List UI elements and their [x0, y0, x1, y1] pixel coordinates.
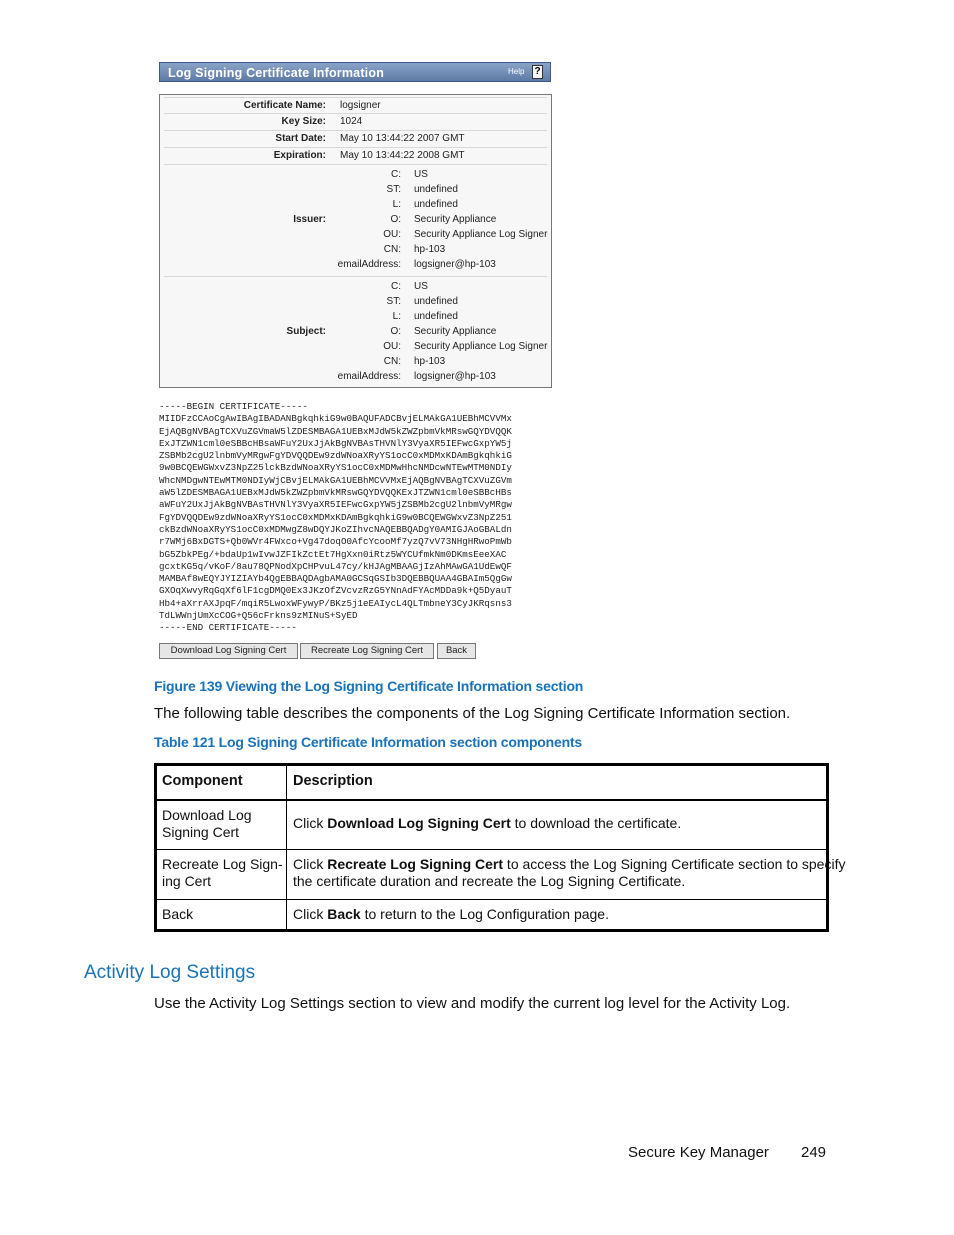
- issuer-key: ST:: [386, 184, 401, 195]
- row-divider: [157, 849, 826, 850]
- header-divider: [157, 799, 826, 801]
- issuer-value: undefined: [414, 199, 458, 210]
- footer-title: Secure Key Manager: [628, 1144, 769, 1161]
- desc-text: to download the certificate.: [510, 815, 682, 831]
- page-number: 249: [801, 1144, 827, 1161]
- issuer-value: undefined: [414, 184, 458, 195]
- issuer-value: logsigner@hp-103: [414, 259, 496, 270]
- table-row-description: [293, 906, 609, 923]
- desc-bold: Download Log Signing Cert: [327, 815, 511, 831]
- field-label: Key Size:: [281, 116, 326, 127]
- back-button[interactable]: Back: [437, 643, 476, 659]
- subject-key: OU:: [383, 341, 401, 352]
- issuer-key: O:: [390, 214, 401, 225]
- desc-text: to access the Log Signing Certificate section to specify: [503, 856, 846, 872]
- subject-value: Security Appliance: [414, 326, 497, 337]
- subject-value: Security Appliance Log Signer: [414, 341, 548, 352]
- issuer-key: C:: [391, 169, 401, 180]
- help-icon[interactable]: ?: [532, 65, 543, 79]
- subject-row: [164, 276, 547, 387]
- component-line: Signing Cert: [162, 824, 240, 840]
- field-row: [164, 97, 547, 114]
- component-line: Back: [162, 906, 194, 922]
- field-value: May 10 13:44:22 2008 GMT: [340, 150, 465, 161]
- column-divider: [286, 766, 287, 929]
- header-description: Description: [293, 773, 373, 789]
- component-line: Download Log: [162, 807, 252, 823]
- field-value: 1024: [340, 116, 363, 127]
- field-row: [164, 147, 547, 164]
- row-divider: [157, 899, 826, 900]
- field-label: Certificate Name:: [243, 100, 326, 111]
- issuer-value: Security Appliance: [414, 214, 497, 225]
- subject-value: undefined: [414, 296, 458, 307]
- intro-paragraph: The following table describes the components of the Log Signing Certificate Information section.: [154, 705, 791, 722]
- help-link[interactable]: Help: [508, 67, 525, 76]
- certificate-pem-text: -----BEGIN CERTIFICATE----- MIIDFzCCAoCgAwIBAgIBADANBgkqhkiG9w0BAQUFADCBvjELMAkGA1UEBhMCVVMx EjAQBgNVBAgTCXVuZGVmaW5lZDESMBAGA1UEBxMJdW5kZWZpbmVkMRswGQYDVQQK ExJTZWN1cml0eSBBcHBsaWFuY2UxJjAkBgNVBAsTHVNlY3VyaXR5IEFwcGxpYW5j ZSBMb2cgU2lnbmVyMRgwFgYDVQQDEw9zdWNoaXRyYS1ocC0xMDMxKDAmBgkqhkiG 9w0BCQEWGWxvZ3NpZ25lckBzdWNoaXRyYS1ocC0xMDMwHhcNMDcwNTEwMTM0NDIy WhcNMDgwNTEwMTM0NDIyWjCBvjELMAkGA1UEBhMCVVMxEjAQBgNVBAgTCXVuZGVm aW5lZDESMBAGA1UEBxMJdW5kZWZpbmVkMRswGQYDVQQKExJTZWN1cml0eSBBcHBs aWFuY2UxJjAkBgNVBAsTHVNlY3VyaXR5IEFwcGxpYW5jZSBMb2cgU2lnbmVyMRgw FgYDVQQDEw9zdWNoaXRyYS1ocC0xMDMxKDAmBgkqhkiG9w0BCQEWGWxvZ3NpZ251 ckBzdWNoaXRyYS1ocC0xMDMwgZ8wDQYJKoZIhvcNAQEBBQADgY0AMIGJAoGBALdn r7WMj6BxDGTS+Qb0WVr4FWxco+Vg47doqO0AfcYcooMf7yzQ7vV73NHgHRwoPmWb bG5ZbkPEg/+bdaUp1wIvwJZFIkZctEt7HgXxn0iRtz5WYCUfmkNm0DKmsEeeXAC gcxtKG5q/vKoF/8au78QPNodXpCHPvuL47cy/kHJAgMBAAGjIzAhMAwGA1UdEwQF MAMBAf8wEQYJYIZIAYb4QgEBBAQDAgbAMA0GCSqGSIb3DQEBBQUAA4GBAIm5QgGw GXOqXwvyRqGqXf6lF1cgDMQ0Ex3JKzOfZVcvzRzG5YNnAdFYAcMDDa9k+Q5DyauT Hb4+aXrrAXJpqF/mqiR5LwoxWFywyP/BKz5j1eEAIycL4QLTmbneY3CyJKRqsns3 TdLWWnjUmXcCOG+Q56cFrkns9zMINuS+SyED -----END CERTIFICATE-----: [159, 401, 512, 634]
- field-label: Start Date:: [275, 133, 326, 144]
- component-line: ing Cert: [162, 873, 212, 889]
- table-row-description: [293, 856, 845, 890]
- subject-label: Subject:: [286, 326, 326, 337]
- desc-text: to return to the Log Configuration page.: [360, 906, 609, 922]
- table-row-component: [162, 807, 252, 841]
- subject-value: undefined: [414, 311, 458, 322]
- certificate-details: [159, 94, 552, 388]
- issuer-key: OU:: [383, 229, 401, 240]
- recreate-log-signing-cert-button[interactable]: Recreate Log Signing Cert: [300, 643, 434, 659]
- panel-title: Log Signing Certificate Information: [168, 66, 385, 80]
- subject-key: O:: [390, 326, 401, 337]
- figure-caption: Figure 139 Viewing the Log Signing Certificate Information section: [154, 678, 584, 694]
- section-heading: Activity Log Settings: [84, 962, 256, 983]
- issuer-key: L:: [392, 199, 401, 210]
- issuer-label: Issuer:: [293, 214, 326, 225]
- component-line: Recreate Log Sign-: [162, 856, 283, 872]
- section-paragraph: Use the Activity Log Settings section to view and modify the current log level for the Activity Log.: [154, 995, 791, 1012]
- subject-value: hp-103: [414, 356, 446, 367]
- desc-text: Click: [293, 906, 328, 922]
- subject-key: C:: [391, 281, 401, 292]
- components-table: [154, 763, 846, 932]
- subject-key: L:: [392, 311, 401, 322]
- field-value: May 10 13:44:22 2007 GMT: [340, 133, 465, 144]
- download-log-signing-cert-button[interactable]: Download Log Signing Cert: [159, 643, 298, 659]
- issuer-value: US: [414, 169, 428, 180]
- table-caption: Table 121 Log Signing Certificate Information section components: [154, 734, 582, 750]
- field-value: logsigner: [340, 100, 381, 111]
- desc-bold: Recreate Log Signing Cert: [327, 856, 504, 872]
- field-row: [164, 113, 547, 130]
- desc-text: Click: [293, 856, 328, 872]
- issuer-value: hp-103: [414, 244, 446, 255]
- issuer-row: [164, 164, 547, 277]
- field-row: [164, 130, 547, 147]
- subject-key: ST:: [386, 296, 401, 307]
- subject-value: logsigner@hp-103: [414, 371, 496, 382]
- issuer-key: emailAddress:: [337, 259, 401, 270]
- desc-text: the certificate duration and recreate the Log Signing Certificate.: [293, 873, 686, 889]
- table-row-component: [162, 856, 283, 890]
- table-row-component: [162, 906, 193, 923]
- subject-value: US: [414, 281, 428, 292]
- field-label: Expiration:: [273, 150, 326, 161]
- subject-key: CN:: [383, 356, 401, 367]
- issuer-key: CN:: [383, 244, 401, 255]
- desc-bold: Back: [327, 906, 361, 922]
- issuer-value: Security Appliance Log Signer: [414, 229, 548, 240]
- desc-text: Click: [293, 815, 328, 831]
- panel-header: [159, 62, 551, 82]
- header-component: Component: [162, 773, 243, 789]
- subject-key: emailAddress:: [337, 371, 401, 382]
- table-row-description: [293, 815, 681, 832]
